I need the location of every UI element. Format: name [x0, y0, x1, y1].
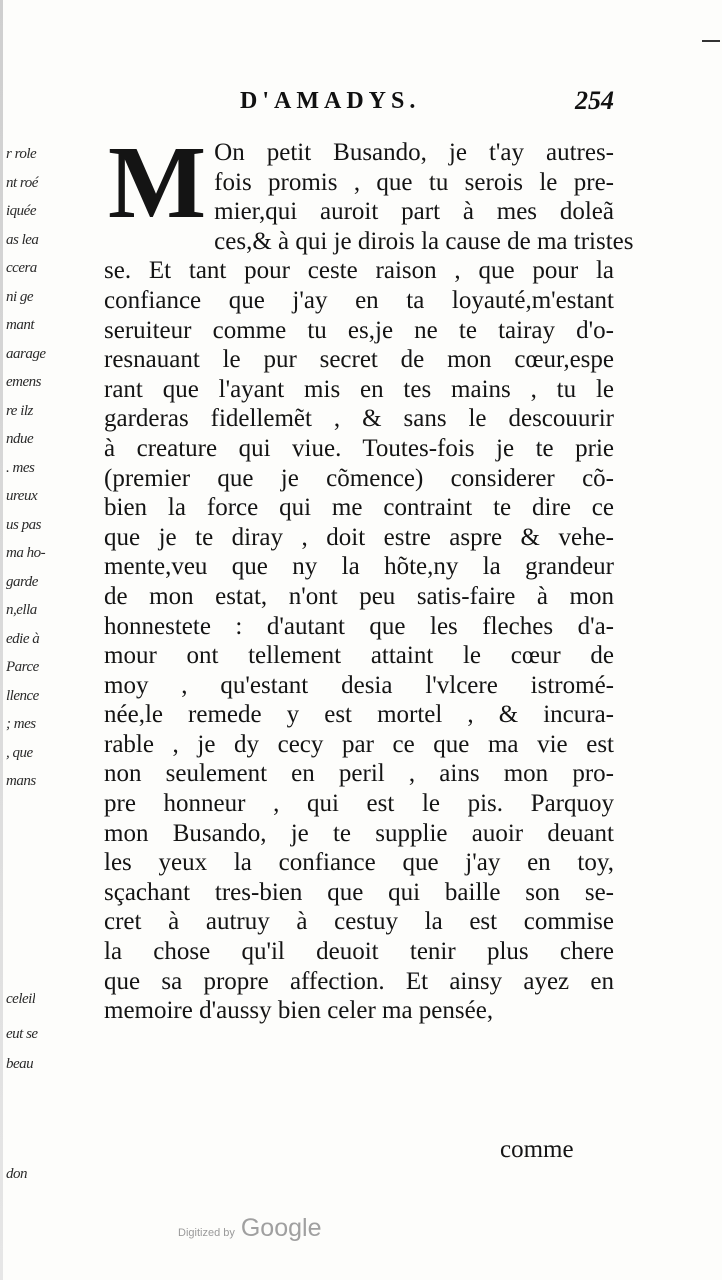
facing-page-fragments [6, 140, 48, 1182]
text-line: la chose qu'il deuoit tenir plus chere [104, 938, 614, 966]
margin-fragment: , que [6, 744, 33, 761]
margin-fragment: ma ho- [6, 545, 46, 561]
margin-fragment: beau [6, 1056, 34, 1072]
page-number: 254 [575, 86, 614, 115]
margin-fragment: ndue [6, 431, 34, 447]
text-line: sçachant tres-bien que qui baille son se- [104, 878, 614, 906]
margin-fragment: edie à [6, 630, 40, 647]
running-head: D'AMADYS. [240, 88, 421, 114]
text-line: rant que l'ayant mis en tes mains , tu le [104, 375, 614, 403]
margin-fragment: as lea [6, 231, 39, 248]
margin-fragment: ureux [6, 488, 38, 504]
text-line: ces,& à qui je dirois la cause de ma tristes [214, 227, 634, 255]
text-line: que sa propre affection. Et ainsy ayez en [104, 967, 614, 995]
text-line: mente,veu que ny la hõte,ny la grandeur [104, 553, 614, 581]
text-line: resnauant le pur secret de mon cœur,espe [104, 346, 614, 374]
margin-fragment: us pas [6, 516, 41, 533]
text-line: non seulement en peril , ains mon pro- [104, 760, 614, 788]
text-line: bien la force qui me contraint te dire ce [104, 494, 614, 522]
margin-fragment: don [6, 1166, 27, 1182]
text-line: mour ont tellement attaint le cœur de [104, 642, 614, 670]
watermark-prefix: Digitized by [178, 1227, 235, 1239]
gutter-edge [0, 0, 3, 1280]
margin-fragment: aarage [6, 345, 46, 362]
margin-fragment: eut se [6, 1026, 38, 1042]
margin-fragment: Parce [6, 659, 39, 675]
text-line: On petit Busando, je t'ay autres- [214, 139, 614, 166]
margin-fragment: r role [6, 146, 37, 162]
google-logo: Google [240, 1214, 322, 1242]
catchword: comme [500, 1136, 574, 1163]
margin-fragment: ; mes [6, 716, 36, 732]
margin-fragment: n,ella [6, 602, 37, 618]
margin-fragment: celeil [6, 991, 36, 1007]
text-line: rable , je dy cecy par ce que ma vie est [104, 730, 614, 758]
margin-fragment: emens [6, 374, 41, 390]
text-line: née,le remede y est mortel , & incura- [104, 701, 614, 729]
text-line: seruiteur comme tu es,je ne te tairay d'o- [104, 316, 614, 344]
text-line: fois promis , que tu serois le pre- [214, 168, 614, 196]
margin-fragment: mant [6, 317, 34, 333]
margin-fragment: garde [6, 573, 38, 590]
margin-fragment: llence [6, 687, 39, 704]
margin-fragment: nt roé [6, 174, 38, 191]
text-line: mier,qui auroit part à mes doleã [214, 198, 614, 226]
text-line: confiance que j'ay en ta loyauté,m'estant [104, 286, 614, 314]
text-line: que je te diray , doit estre aspre & vehe- [104, 523, 614, 551]
margin-fragment: iquée [6, 203, 36, 219]
margin-fragment: ni ge [6, 288, 34, 305]
text-line: se. Et tant pour ceste raison , que pour la [104, 257, 614, 285]
text-line: de mon estat, n'ont peu satis-faire à mon [104, 582, 614, 610]
margin-fragment: mans [6, 773, 36, 789]
edge-mark [702, 40, 720, 42]
text-line: pre honneur , qui est le pis. Parquoy [104, 790, 614, 818]
drop-capital: M [108, 125, 207, 240]
text-line: (premier que je cõmence) considerer cõ- [104, 464, 614, 492]
body-text [104, 125, 634, 1026]
text-line: memoire d'aussy bien celer ma pensée, [104, 997, 494, 1025]
margin-fragment: re ilz [6, 402, 33, 419]
text-line: garderas fidellemẽt , & sans le descouurir [104, 405, 614, 433]
margin-fragment: ccera [6, 260, 37, 276]
digitization-watermark [178, 1214, 321, 1243]
text-line: mon Busando, je te supplie auoir deuant [104, 819, 614, 847]
text-line: honnestete : d'autant que les fleches d'a- [104, 612, 614, 640]
text-line: cret à autruy à cestuy la est commise [104, 908, 614, 936]
text-line: moy , qu'estant desia l'vlcere istromé- [104, 671, 614, 699]
text-line: à creature qui viue. Toutes-fois je te prie [104, 434, 614, 462]
margin-fragment: . mes [6, 459, 35, 476]
text-line: les yeux la confiance que j'ay en toy, [104, 849, 614, 877]
